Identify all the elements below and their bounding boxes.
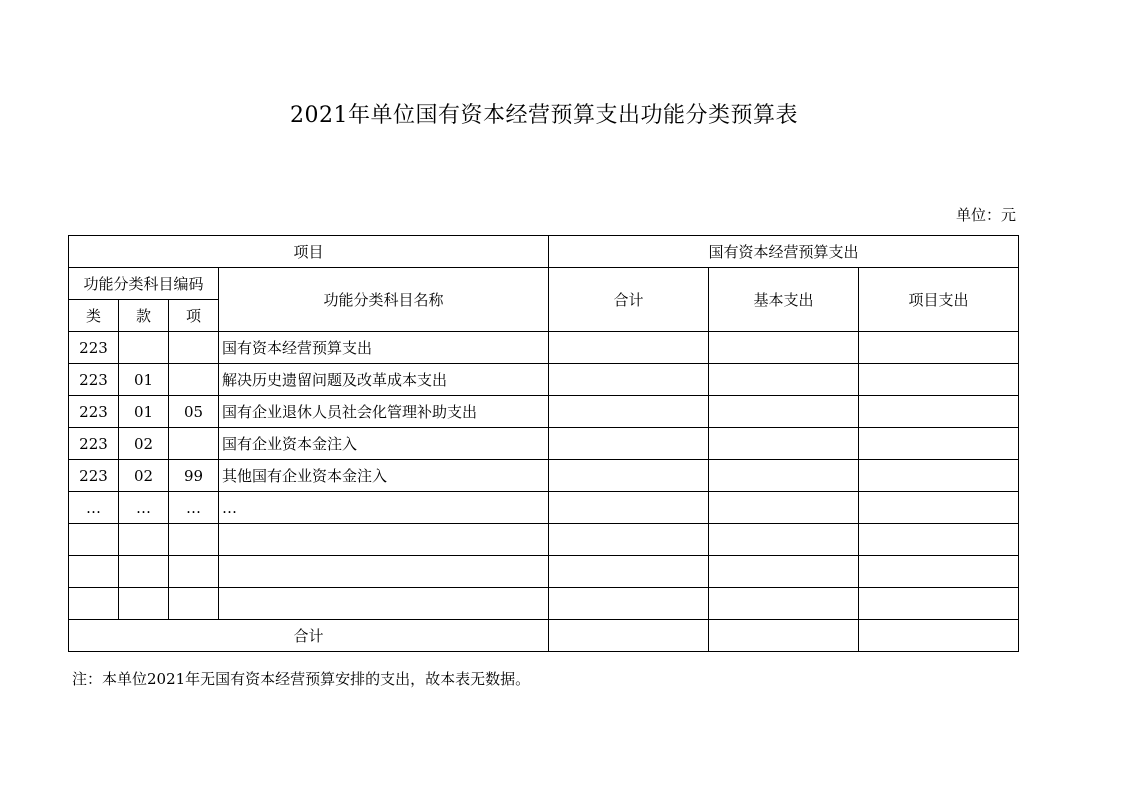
header-total-col: 合计 xyxy=(549,268,709,332)
header-code-group: 功能分类科目编码 xyxy=(69,268,219,300)
table-row xyxy=(69,492,1019,524)
table-row xyxy=(69,332,1019,364)
table-row xyxy=(69,396,1019,428)
header-kuan: 款 xyxy=(119,300,169,332)
total-row xyxy=(69,620,1019,652)
page-title: 2021年单位国有资本经营预算支出功能分类预算表 xyxy=(290,103,798,128)
table-row xyxy=(69,524,1019,556)
cell-basic xyxy=(709,396,859,428)
cell-xiang xyxy=(169,428,219,460)
cell-kuan xyxy=(119,524,169,556)
cell-total xyxy=(549,492,709,524)
cell-lei xyxy=(69,556,119,588)
header-lei: 类 xyxy=(69,300,119,332)
cell-kuan: 01 xyxy=(119,364,169,396)
header-expenditure-group: 国有资本经营预算支出 xyxy=(549,236,1019,268)
cell-basic xyxy=(709,556,859,588)
cell-lei: 223 xyxy=(69,428,119,460)
unit-label: 单位：元 xyxy=(955,206,1016,224)
cell-lei: … xyxy=(69,492,119,524)
table-row xyxy=(69,556,1019,588)
cell-lei: 223 xyxy=(69,460,119,492)
cell-xiang: 05 xyxy=(169,396,219,428)
header-xiang: 项 xyxy=(169,300,219,332)
cell-lei xyxy=(69,588,119,620)
cell-project xyxy=(859,396,1019,428)
cell-basic xyxy=(709,428,859,460)
cell-kuan xyxy=(119,556,169,588)
cell-lei: 223 xyxy=(69,364,119,396)
cell-name xyxy=(219,588,549,620)
cell-name xyxy=(219,556,549,588)
header-name-col: 功能分类科目名称 xyxy=(219,268,549,332)
table-row xyxy=(69,460,1019,492)
total-cell-basic xyxy=(709,620,859,652)
cell-project xyxy=(859,524,1019,556)
header-basic-col: 基本支出 xyxy=(709,268,859,332)
cell-project xyxy=(859,460,1019,492)
cell-project xyxy=(859,492,1019,524)
cell-xiang xyxy=(169,588,219,620)
cell-xiang xyxy=(169,364,219,396)
cell-project xyxy=(859,332,1019,364)
table-row xyxy=(69,428,1019,460)
cell-total xyxy=(549,428,709,460)
cell-name: 解决历史遗留问题及改革成本支出 xyxy=(219,364,549,396)
cell-xiang: … xyxy=(169,492,219,524)
cell-xiang xyxy=(169,524,219,556)
cell-name: 国有企业退休人员社会化管理补助支出 xyxy=(219,396,549,428)
cell-basic xyxy=(709,492,859,524)
cell-project xyxy=(859,588,1019,620)
cell-basic xyxy=(709,588,859,620)
table-row xyxy=(69,364,1019,396)
cell-total xyxy=(549,524,709,556)
footnote: 注：本单位2021年无国有资本经营预算安排的支出，故本表无数据。 xyxy=(72,670,531,688)
cell-lei: 223 xyxy=(69,396,119,428)
total-cell-total xyxy=(549,620,709,652)
cell-name: 国有企业资本金注入 xyxy=(219,428,549,460)
cell-name: … xyxy=(219,492,549,524)
cell-kuan: 01 xyxy=(119,396,169,428)
cell-kuan xyxy=(119,588,169,620)
cell-kuan xyxy=(119,332,169,364)
cell-total xyxy=(549,588,709,620)
cell-total xyxy=(549,364,709,396)
header-project: 项目 xyxy=(69,236,549,268)
budget-table xyxy=(68,235,1019,652)
cell-basic xyxy=(709,524,859,556)
cell-basic xyxy=(709,364,859,396)
total-row-label: 合计 xyxy=(69,620,549,652)
cell-xiang xyxy=(169,556,219,588)
cell-kuan: … xyxy=(119,492,169,524)
table-row xyxy=(69,588,1019,620)
cell-total xyxy=(549,332,709,364)
cell-kuan: 02 xyxy=(119,428,169,460)
cell-name: 国有资本经营预算支出 xyxy=(219,332,549,364)
cell-name xyxy=(219,524,549,556)
cell-kuan: 02 xyxy=(119,460,169,492)
cell-basic xyxy=(709,332,859,364)
cell-total xyxy=(549,556,709,588)
header-project-col: 项目支出 xyxy=(859,268,1019,332)
cell-name: 其他国有企业资本金注入 xyxy=(219,460,549,492)
cell-total xyxy=(549,396,709,428)
cell-project xyxy=(859,556,1019,588)
cell-project xyxy=(859,428,1019,460)
total-cell-project xyxy=(859,620,1019,652)
cell-lei: 223 xyxy=(69,332,119,364)
cell-project xyxy=(859,364,1019,396)
cell-xiang xyxy=(169,332,219,364)
cell-xiang: 99 xyxy=(169,460,219,492)
cell-total xyxy=(549,460,709,492)
cell-basic xyxy=(709,460,859,492)
cell-lei xyxy=(69,524,119,556)
